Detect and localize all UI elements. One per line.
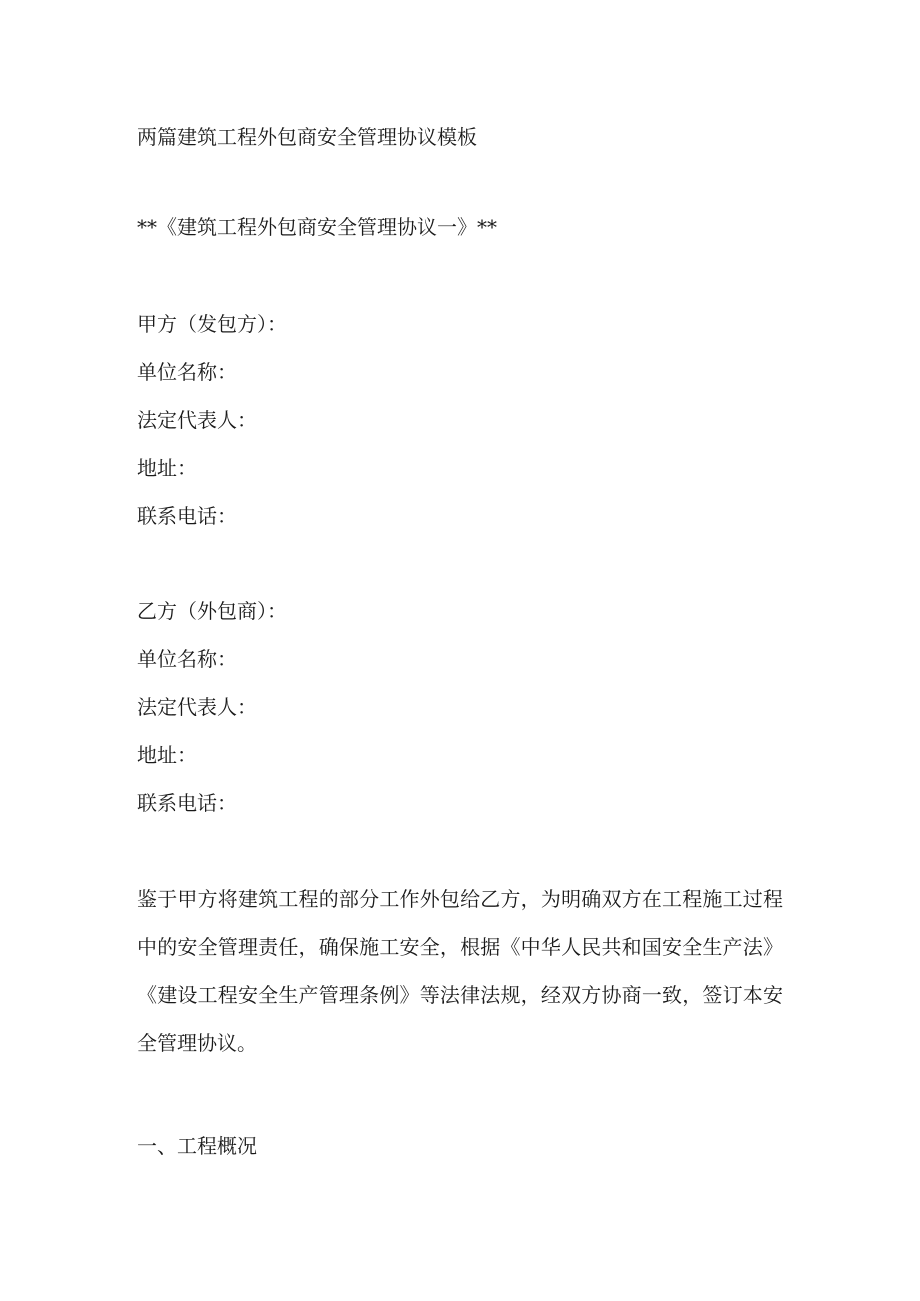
party-b-legal-rep-label: 法定代表人：	[137, 695, 257, 719]
document-title: 两篇建筑工程外包商安全管理协议模板	[137, 125, 477, 149]
party-a-legal-rep-label: 法定代表人：	[137, 408, 257, 432]
party-a-address-label: 地址：	[137, 456, 197, 480]
preamble-line: 鉴于甲方将建筑工程的部分工作外包给乙方，为明确双方在工程施工过程	[137, 887, 783, 911]
preamble-line: 《建设工程安全生产管理条例》等法律法规，经双方协商一致，签订本安	[137, 983, 783, 1007]
preamble-line: 中的安全管理责任，确保施工安全，根据《中华人民共和国安全生产法》	[137, 935, 783, 959]
party-b-address-label: 地址：	[137, 743, 197, 767]
preamble-line: 全管理协议。	[137, 1031, 257, 1055]
party-a-phone-label: 联系电话：	[137, 504, 237, 528]
section-1-heading: 一、工程概况	[137, 1134, 257, 1158]
party-b-company-name-label: 单位名称：	[137, 647, 237, 671]
preamble-paragraph	[137, 885, 783, 1057]
party-b-phone-label: 联系电话：	[137, 791, 237, 815]
party-a-company-name-label: 单位名称：	[137, 360, 237, 384]
party-b-heading: 乙方（外包商）：	[137, 599, 287, 623]
party-a-heading: 甲方（发包方）：	[137, 312, 287, 336]
agreement-subtitle: **《建筑工程外包商安全管理协议一》**	[137, 215, 497, 239]
